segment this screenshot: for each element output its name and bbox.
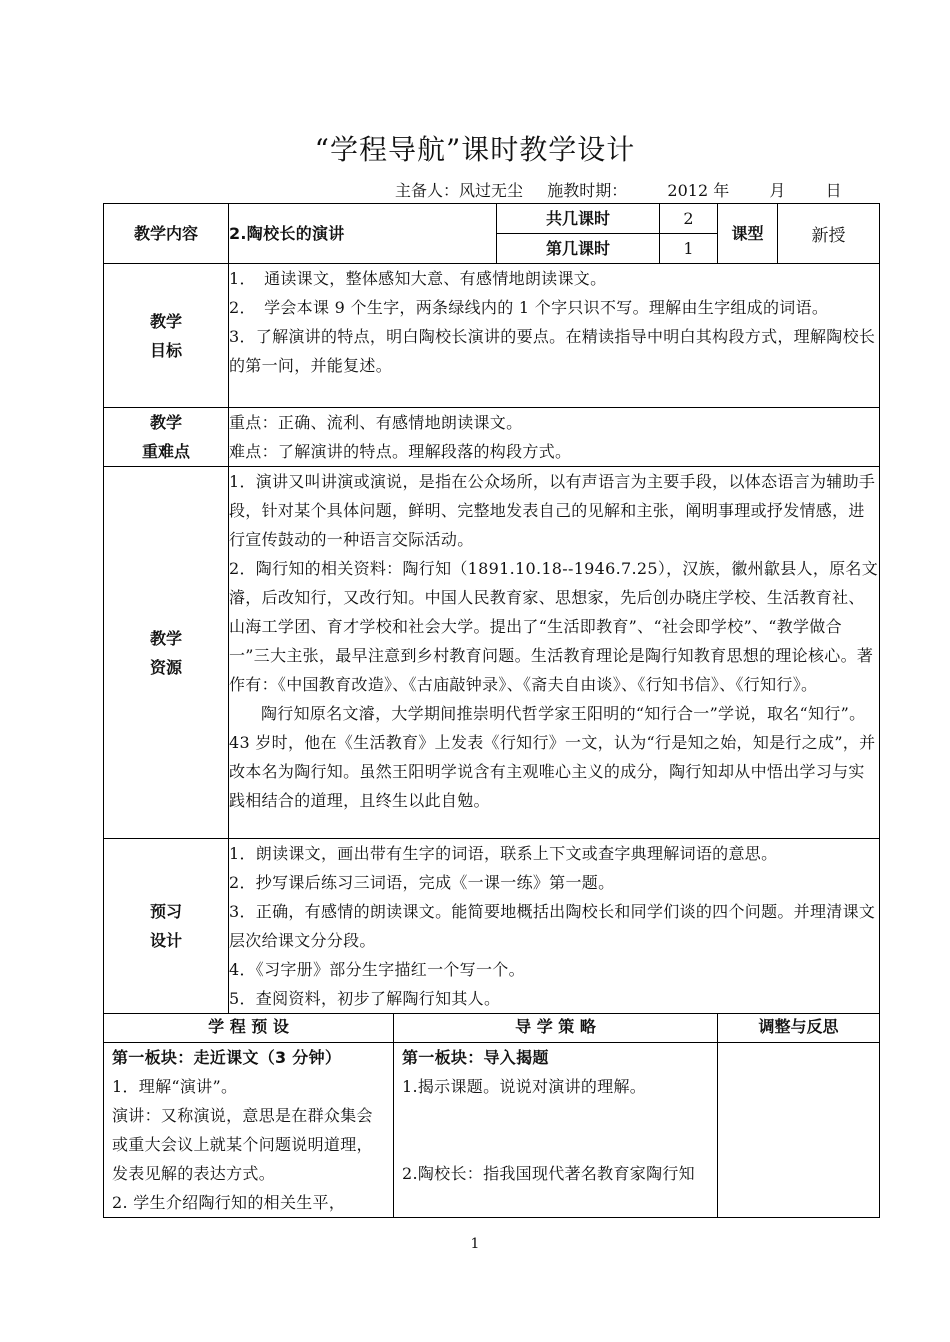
resources-content — [229, 467, 880, 839]
keypoint-item: 难点：了解演讲的特点。理解段落的构段方式。 — [229, 442, 572, 461]
plan-header-strategy: 导 学 策 略 — [394, 1014, 718, 1043]
preview-item: 1．朗读课文，画出带有生字的词语，联系上下文或查字典理解词语的意思。 — [229, 844, 778, 863]
content-label: 教学内容 — [104, 204, 229, 264]
goals-content — [229, 264, 880, 408]
lesson-plan-table — [103, 203, 880, 1218]
nth-period-value: 1 — [660, 234, 718, 264]
plan-strategy-item: 1.揭示课题。说说对演讲的理解。 — [402, 1077, 647, 1096]
keypoints-content — [229, 408, 880, 467]
lesson-type-label: 课型 — [718, 204, 778, 264]
preview-item: 2．抄写课后练习三词语，完成《一课一练》第一题。 — [229, 873, 615, 892]
preview-content — [229, 839, 880, 1014]
nth-period-label: 第几课时 — [497, 234, 660, 264]
preview-item: 4．《习字册》部分生字描红一个写一个。 — [229, 960, 525, 979]
resource-paragraph: 陶行知原名文濬，大学期间推崇明代哲学家王阳明的“知行合一”学说，取名“知行”。43 岁时，他在《生活教育》上发表《行知行》一文，认为“行是知之始，知是行之成”，并改本名为陶行知。虽然王阳明学说含有主观唯心主义的成分，陶行知却从中悟出学习与实践相结合的道理，且终生以此自勉。 — [229, 704, 876, 810]
keypoints-label-line1: 教学 — [149, 413, 182, 432]
preview-label-line1: 预习 — [149, 902, 182, 921]
lesson-type-value: 新授 — [778, 204, 880, 264]
plan-strategy-heading: 第一板块：导入揭题 — [402, 1048, 549, 1067]
year: 2012 年 — [667, 181, 730, 200]
document-meta — [395, 178, 842, 201]
keypoints-label-line2: 重难点 — [141, 442, 190, 461]
content-value: 2.陶校长的演讲 — [229, 204, 497, 264]
preview-item: 5．查阅资料，初步了解陶行知其人。 — [229, 989, 501, 1008]
plan-process-cell — [104, 1043, 394, 1218]
resource-paragraph: 1．演讲又叫讲演或演说，是指在公众场所，以有声语言为主要手段，以体态语言为辅助手段，针对某个具体问题，鲜明、完整地发表自己的见解和主张，阐明事理或抒发情感，进行宣传鼓动的一种语言交际活动。 — [229, 472, 876, 549]
date-label: 施教时期： — [547, 181, 628, 200]
page-number: 1 — [470, 1236, 480, 1252]
goal-item: 1． 通读课文，整体感知大意、有感情地朗读课文。 — [229, 269, 607, 288]
preview-item: 3．正确，有感情的朗读课文。能简要地概括出陶校长和同学们谈的四个问题。并理清课文层次给课文分分段。 — [229, 902, 876, 950]
plan-process-heading: 第一板块：走近课文（3 分钟） — [112, 1048, 342, 1067]
preview-label — [104, 839, 229, 1014]
month: 月 — [769, 181, 786, 200]
goal-item: 3．了解演讲的特点，明白陶校长演讲的要点。在精读指导中明白其构段方式，理解陶校长的第一问，并能复述。 — [229, 327, 876, 375]
preparer: 主备人：风过无尘 — [395, 181, 524, 200]
plan-header-reflection: 调整与反思 — [718, 1014, 880, 1043]
plan-process-item: 2. 学生介绍陶行知的相关生平， — [112, 1193, 346, 1212]
resources-label — [104, 467, 229, 839]
preview-label-line2: 设计 — [149, 931, 182, 950]
plan-header-process: 学 程 预 设 — [104, 1014, 394, 1043]
plan-strategy-item: 2.陶校长：指我国现代著名教育家陶行知 — [402, 1164, 695, 1183]
total-periods-label: 共几课时 — [497, 204, 660, 234]
goal-item: 2． 学会本课 9 个生字，两条绿线内的 1 个字只识不写。理解由生字组成的词语。 — [229, 298, 829, 317]
keypoint-item: 重点：正确、流利、有感情地朗读课文。 — [229, 413, 523, 432]
plan-process-item: 1．理解“演讲”。 — [112, 1077, 238, 1096]
goals-label — [104, 264, 229, 408]
day: 日 — [825, 181, 842, 200]
resource-paragraph: 2．陶行知的相关资料：陶行知（1891.10.18--1946.7.25），汉族，徽州歙县人，原名文濬，后改知行，又改行知。中国人民教育家、思想家，先后创办晓庄学校、生活教育社、山海工学团、育才学校和社会大学。提出了“生活即教育”、“社会即学校”、“教学做合一”三大主张，最早注意到乡村教育问题。生活教育理论是陶行知教育思想的理论核心。著作有：《中国教育改造》、《古庙敲钟录》、《斋夫自由谈》、《行知书信》、《行知行》。 — [229, 559, 879, 694]
total-periods-value: 2 — [660, 204, 718, 234]
plan-reflection-cell — [718, 1043, 880, 1218]
plan-process-item: 演讲：又称演说，意思是在群众集会或重大会议上就某个问题说明道理，发表见解的表达方式。 — [112, 1106, 373, 1183]
goals-label-line1: 教学 — [149, 311, 182, 331]
keypoints-label — [104, 408, 229, 467]
document-title: “学程导航”课时教学设计 — [314, 133, 636, 166]
plan-strategy-cell — [394, 1043, 718, 1218]
goals-label-line2: 目标 — [149, 340, 182, 360]
resources-label-line2: 资源 — [149, 657, 182, 677]
resources-label-line1: 教学 — [149, 628, 182, 648]
